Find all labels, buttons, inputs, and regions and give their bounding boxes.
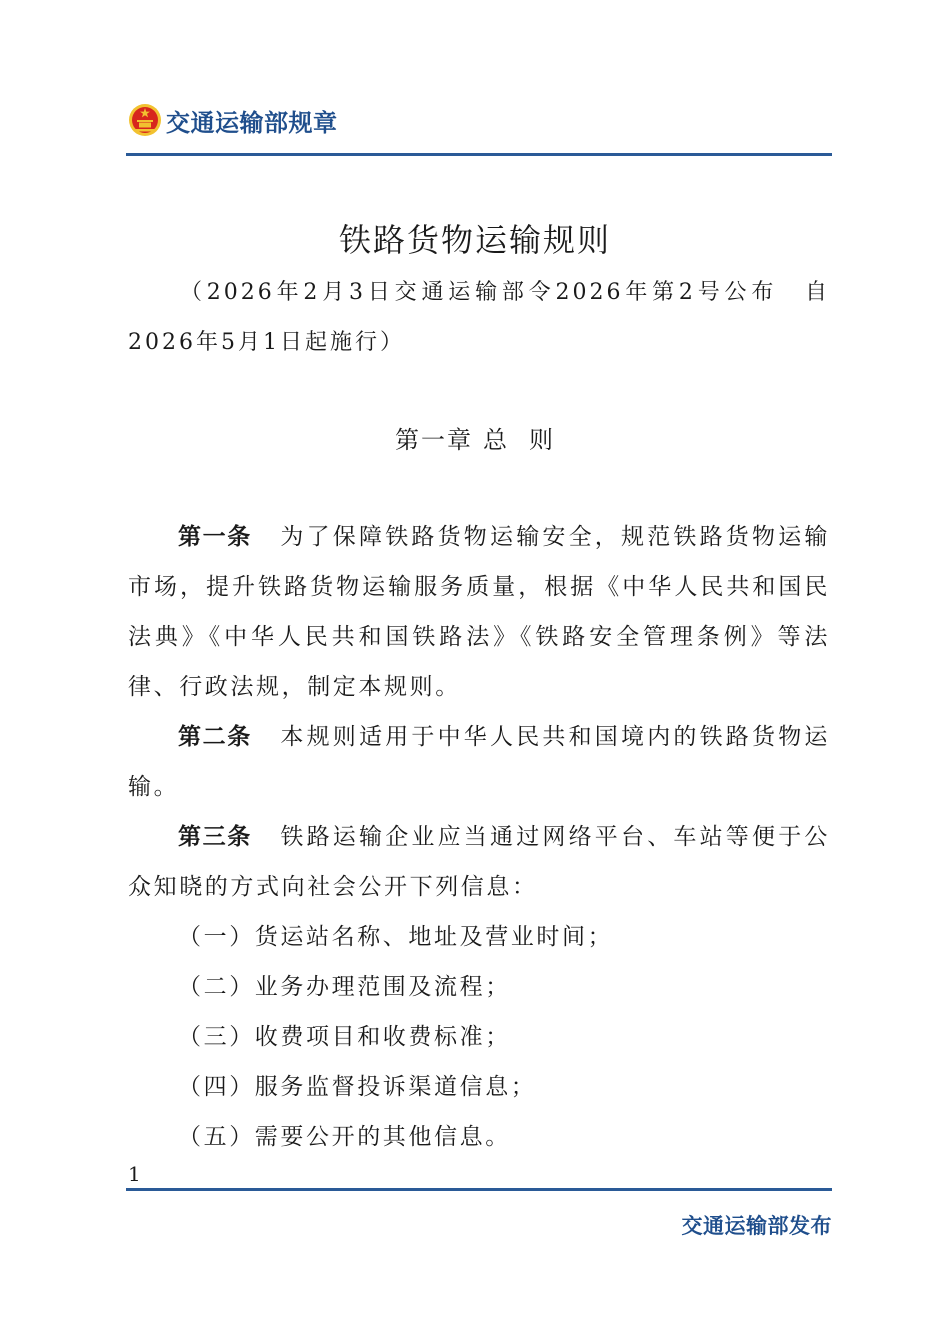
article-2: [128, 712, 830, 812]
header-title: 交通运输部规章: [166, 108, 338, 137]
document-body: [128, 512, 830, 1162]
document-title: 铁路货物运输规则: [338, 221, 611, 259]
chapter-label: 第一章: [395, 426, 473, 454]
article-text: 为了保障铁路货物运输安全，规范铁路货物运输市场，提升铁路货物运输服务质量，根据《中华人民共和国民法典》《中华人民共和国铁路法》《铁路安全管理条例》等法律、行政法规，制定本规则。: [128, 524, 831, 700]
chapter-name-2: 则: [529, 426, 555, 454]
list-item: （四）服务监督投诉渠道信息；: [178, 1074, 537, 1100]
list-item: （一）货运站名称、地址及营业时间；: [178, 924, 614, 950]
footer-divider: [126, 1188, 832, 1191]
chapter-name-1: 总: [483, 426, 509, 454]
footer-publisher: 交通运输部发布: [681, 1214, 832, 1238]
article-label: 第三条: [178, 824, 252, 850]
article-label: 第一条: [178, 524, 252, 550]
article-text: 铁路运输企业应当通过网络平台、车站等便于公众知晓的方式向社会公开下列信息：: [128, 824, 831, 900]
national-emblem-icon: [128, 103, 162, 137]
list-item: （五）需要公开的其他信息。: [178, 1124, 511, 1150]
list-item: （三）收费项目和收费标准；: [178, 1024, 511, 1050]
list-item: （二）业务办理范围及流程；: [178, 974, 511, 1000]
article-label: 第二条: [178, 724, 252, 750]
article-text: 本规则适用于中华人民共和国境内的铁路货物运输。: [128, 724, 831, 800]
article-3: [128, 812, 830, 912]
page-header: [128, 98, 338, 142]
document-subtitle: （2026年2月3日交通运输部令2026年第2号公布 自2026年5月1日起施行）: [128, 280, 830, 355]
article-1: [128, 512, 830, 712]
page-number: 1: [128, 1162, 141, 1186]
header-divider: [126, 153, 832, 156]
chapter-heading: [0, 420, 950, 455]
